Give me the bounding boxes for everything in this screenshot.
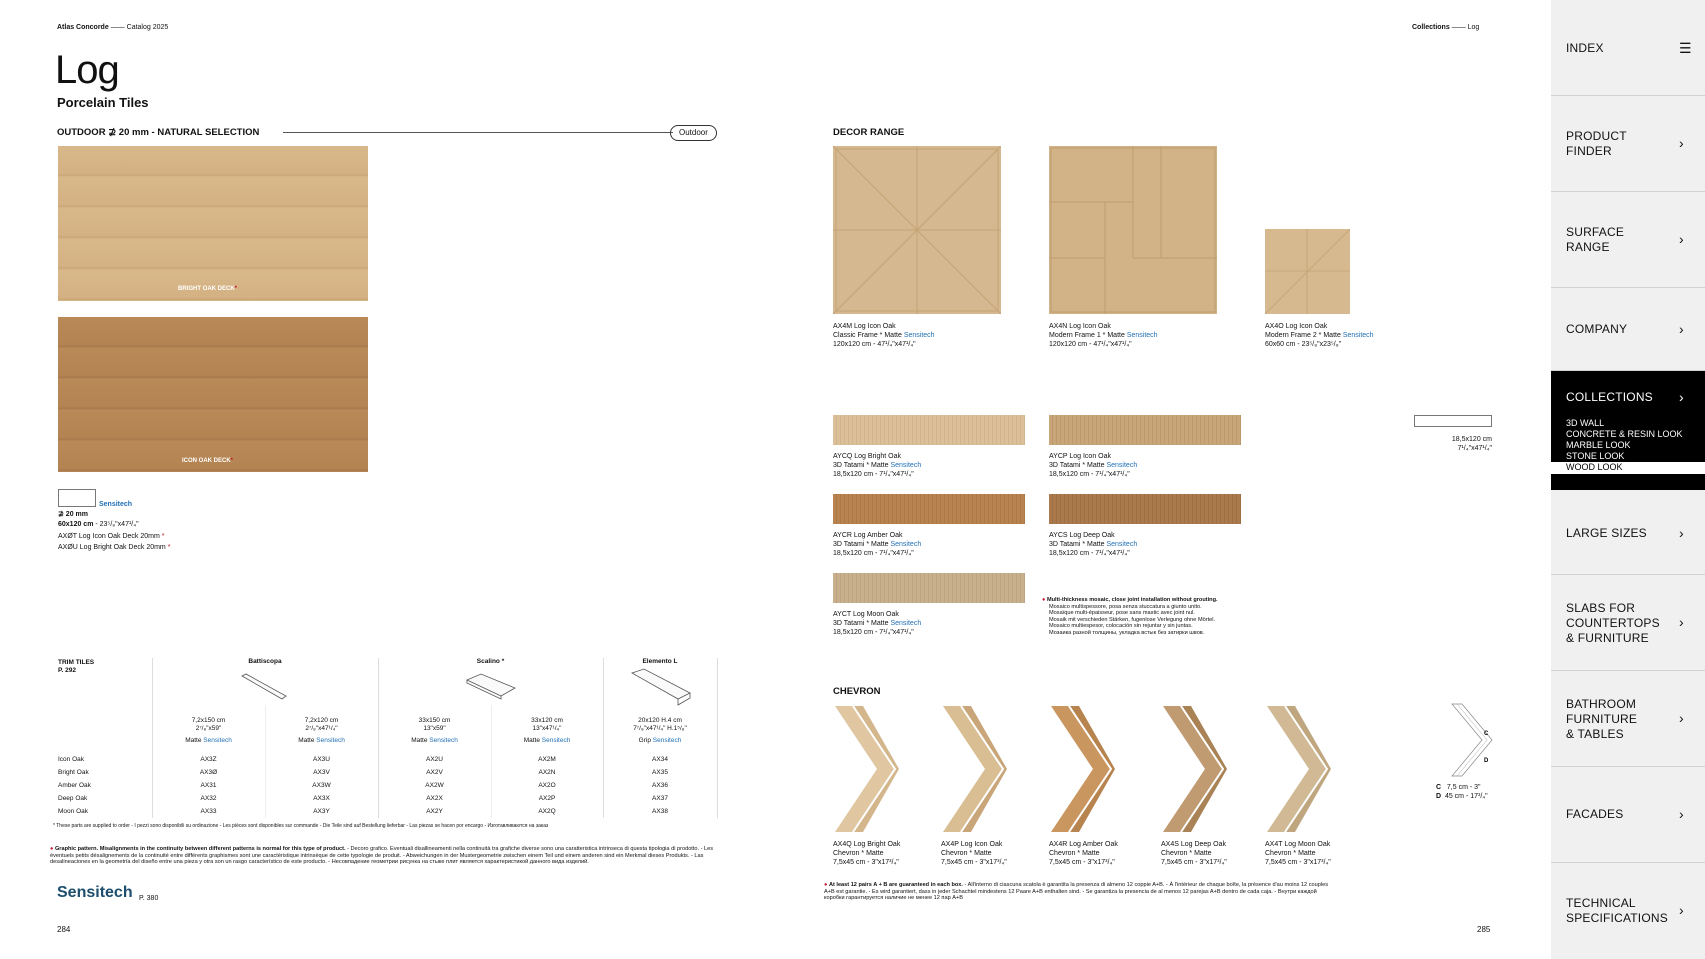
chevron-right-icon: › [1679,614,1684,630]
trim-code: AX2P [538,795,556,802]
header-right: Collections —— Log [1412,24,1480,31]
tatami-moon-oak-image [833,573,1025,603]
section-page: Log [1467,24,1480,31]
mosaic-line: Mosaico multiespesor, colocación sin rejuntar y sin juntas. [1049,623,1193,630]
page-title: Log [55,48,119,92]
section-name: Collections [1412,24,1450,31]
nav-label: COMPANY [1566,322,1628,336]
mosaic-line: Mosaico multispessore, posa senza stuccatura a giunto unito. [1049,603,1202,610]
trim-row-name: Moon Oak [58,808,88,815]
trim-col-size-in: 2⁷/₈"x47¹/₄" [305,725,338,732]
nav-label: INDEX [1566,41,1604,55]
bright-oak-deck-image [58,146,368,301]
trim-code: AX2X [426,795,443,802]
tatami-format-size-in: 7¹/₄"x47¹/₄" [1457,445,1492,452]
modern-frame-2-image [1265,229,1350,314]
scalino-drawing [465,672,517,702]
trim-code: AX3V [313,769,330,776]
trim-code: AX3Y [313,808,330,815]
chevron-right-icon: › [1679,902,1684,918]
nav-label: PRODUCT FINDER [1566,129,1627,158]
nav-technical-specs[interactable] [1551,863,1705,959]
trim-row-name: Amber Oak [58,782,91,789]
outdoor-item-2: AXØU Log Bright Oak Deck 20mm * [58,544,171,551]
elemento-l-drawing [628,667,692,707]
trim-code: AX37 [652,795,668,802]
icon-oak-deck-image [58,317,368,472]
chevron-tile-image [1049,704,1117,834]
trim-col-size-in: 13"x47¹/₄" [532,725,562,732]
tatami-deep-oak-image [1049,494,1241,524]
group-battiscopa: Battiscopa [248,658,282,665]
mosaic-line: Mosaik mit verschieden Stärken, fugenlose Verlegung ohne Mörtel. [1049,616,1216,623]
tile-caption: BRIGHT OAK DECK* [178,286,238,292]
chevron-right-icon: › [1679,321,1684,337]
trim-col-size: 7,2x150 cm [191,717,226,724]
nav-bathroom[interactable] [1551,671,1705,767]
chevron-right-icon: › [1679,806,1684,822]
sensitech-logo: Sensitech [57,884,133,901]
chevron-item-caption: AX4P Log Icon Oak Chevron * Matte 7,5x45 cm - 3"x17³/₄" [941,841,1007,866]
mosaic-line: Mosaïque multi-épaisseur, pose sans mastic avec joint nul. [1049,610,1195,617]
diagram-label-c: C [1484,731,1489,737]
tatami-item-caption: AYCR Log Amber Oak 3D Tatami * Matte Sensitech 18,5x120 cm - 7¹/₄"x47¹/₄" [833,532,922,557]
nav-label: SLABS FOR COUNTERTOPS & FURNITURE [1566,601,1660,645]
mosaic-note: ● Multi-thickness mosaic, close joint installation without grouting. Mosaico multispessore, posa senza stuccatura a giunto unito. Mosaïque multi-épaisseur, pose sans mastic avec joint nul. Mosaik mit verschieden Stärken, fugenlose Verlegung ohne Mörtel. Mosaico multiespesor, colocación sin rejuntar y sin juntas. Мозаика разной толщины, укладка встык без затирки швов. [1042,597,1262,637]
nav-facades[interactable] [1551,767,1705,863]
trim-code: AX2O [538,782,556,789]
trim-col-size-in: 7⁷/₈"x47¹/₄" H.1⁵/₈" [633,725,687,732]
trim-code: AX2M [538,756,556,763]
nav-label: LARGE SIZES [1566,526,1647,540]
chevron-tile-image [1265,704,1333,834]
sidebar-nav [1551,0,1705,959]
diagram-label-d: D [1484,758,1489,764]
trim-note: * These parts are supplied to order - I pezzi sono disponibili su ordinazione - Les pièces sont disponibles sur commande - Die Teile sind auf Bestellung lieferbar - Las piezas se hacen por encargo - Изготавливаются на заказ [53,823,549,829]
trim-col-size-in: 2⁷/₈"x59" [195,725,222,732]
thickness-label: ⊉ 20 mm [58,511,88,518]
trim-col-finish: Matte Sensitech [298,737,345,744]
trim-code: AX36 [652,782,668,789]
brand-name: Atlas Concorde [57,24,109,31]
trim-col-finish: Matte Sensitech [185,737,232,744]
nav-label: TECHNICAL SPECIFICATIONS [1566,896,1668,925]
outdoor-item-1: AXØT Log Icon Oak Deck 20mm * [58,533,165,540]
sub-wood-look[interactable]: WOOD LOOK [1566,462,1623,472]
trim-code: AX3U [313,756,330,763]
chevron-right-icon: › [1679,710,1684,726]
mosaic-line: Мозаика разной толщины, укладка встык без затирки швов. [1049,629,1205,636]
chevron-item-caption: AX4S Log Deep Oak Chevron * Matte 7,5x45 cm - 3"x17³/₄" [1161,841,1227,866]
sensitech-page-ref: P. 380 [139,895,159,902]
sensitech-label: Sensitech [99,501,133,508]
trim-col-size: 7,2x120 cm [304,717,339,724]
trim-label: TRIM TILES [58,659,95,666]
trim-code: AX2W [425,782,444,789]
chevron-item-caption: AX4Q Log Bright Oak Chevron * Matte 7,5x45 cm - 3"x17³/₄" [833,841,901,866]
battiscopa-drawing [240,672,288,702]
trim-code: AX38 [652,808,668,815]
decor-item-caption: AX4M Log Icon Oak Classic Frame * Matte Sensitech 120x120 cm - 47¹/₄"x47¹/₄" [833,323,935,348]
nav-company[interactable] [1551,288,1705,371]
trim-code: AX2Q [538,808,556,815]
tatami-item-caption: AYCP Log Icon Oak 3D Tatami * Matte Sensitech 18,5x120 cm - 7¹/₄"x47¹/₄" [1049,453,1138,478]
outdoor-heading: OUTDOOR ⊉ 20 mm - NATURAL SELECTION [57,127,260,138]
trim-row-name: Bright Oak [58,769,89,776]
tatami-item-caption: AYCT Log Moon Oak 3D Tatami * Matte Sensitech 18,5x120 cm - 7¹/₄"x47¹/₄" [833,611,922,636]
decor-heading: DECOR RANGE [833,127,905,138]
nav-label: COLLECTIONS [1566,390,1653,404]
trim-code: AX3W [312,782,331,789]
tatami-item-caption: AYCQ Log Bright Oak 3D Tatami * Matte Sensitech 18,5x120 cm - 7¹/₄"x47¹/₄" [833,453,922,478]
modern-frame-1-image [1049,146,1217,314]
nav-slabs[interactable] [1551,575,1705,671]
trim-code: AX2U [426,756,443,763]
chevron-dim-c: C 7,5 cm - 3" [1436,784,1481,791]
tatami-format-size: 18,5x120 cm [1451,436,1492,443]
page-number-right: 285 [1477,925,1491,934]
trim-col-size: 20x120 H.4 cm [638,717,682,724]
sub-marble-look[interactable]: MARBLE LOOK [1566,440,1631,450]
heading-rule [283,132,673,133]
trim-code: AX3X [313,795,330,802]
chevron-right-icon: › [1679,231,1684,247]
trim-code: AX34 [652,756,668,763]
chevron-tile-image [941,704,1009,834]
nav-collections[interactable] [1551,371,1705,490]
nav-label: SURFACE RANGE [1566,225,1625,254]
tatami-format-outline [1414,415,1492,427]
trim-col-size-in: 13"x59" [423,725,446,732]
trim-code: AX31 [200,782,217,789]
graphic-pattern-note: ● Graphic pattern. Misalignments in the continuity between different patterns is normal for this type of product. - Decoro grafico. Eventuali disallineamenti nella continuità tra grafiche diverse sono una caratteristica intrinseca di questa tipologia di prodotto. - Les éventuels petits désalignements de la continuité entre différents graphismes sont une caractéristique intrinsèque de cette typologie de produit. - Abweichungen in der Mustergeometrie zwischen einem Teil und einem anderen sind ein Merkmal dieses Produkts. - Las desalineaciones en la geometría del diseño entre una pieza y otra son un rasgo característico de este producto. - Несовпадение геометрии рисунка на стыке плит является характеристикой данного вида изделий. [50,846,714,866]
classic-frame-image [833,146,1001,314]
trim-col-size: 33x120 cm [531,717,563,724]
trim-code: AX3Ø [199,769,218,776]
outdoor-pill[interactable]: Outdoor [670,125,717,141]
chevron-item-caption: AX4R Log Amber Oak Chevron * Matte 7,5x45 cm - 3"x17³/₄" [1049,841,1118,866]
trim-code: AX2V [426,769,443,776]
decor-item-caption: AX4N Log Icon Oak Modern Frame 1 * Matte Sensitech 120x120 cm - 47¹/₄"x47¹/₄" [1049,323,1158,348]
trim-page-ref: P. 292 [58,667,76,674]
group-elemento-l: Elemento L [642,658,678,665]
outdoor-size: 60x120 cm - 23⁵/₈"x47¹/₄" [58,521,139,528]
chevron-dim-d: D 45 cm - 17³/₄" [1436,793,1488,800]
chevron-right-icon: › [1679,525,1684,541]
format-outline [58,489,96,507]
chevron-tile-image [1161,704,1229,834]
tatami-item-caption: AYCS Log Deep Oak 3D Tatami * Matte Sensitech 18,5x120 cm - 7¹/₄"x47¹/₄" [1049,532,1138,557]
trim-code: AX35 [652,769,668,776]
sub-3d-wall[interactable]: 3D WALL [1566,418,1605,428]
nav-large-sizes[interactable] [1551,490,1705,575]
page-subtitle: Porcelain Tiles [57,95,149,110]
tatami-bright-oak-image [833,415,1025,445]
tile-caption: ICON OAK DECK* [182,458,234,464]
trim-row-name: Icon Oak [58,756,85,763]
sub-concrete-resin-look[interactable]: CONCRETE & RESIN LOOK [1566,429,1683,439]
group-scalino: Scalino * [476,658,505,665]
trim-code: AX32 [200,795,217,802]
trim-code: AX3Z [200,756,217,763]
trim-code: AX2N [538,769,556,776]
trim-code: AX33 [200,808,217,815]
chevron-diagram [1448,700,1498,780]
trim-code: AX2Y [426,808,443,815]
trim-col-finish: Matte Sensitech [523,737,571,744]
menu-icon: ☰ [1679,40,1692,56]
nav-index[interactable] [1551,0,1705,96]
chevron-right-icon: › [1679,389,1684,405]
tatami-amber-oak-image [833,494,1025,524]
catalog-name: Catalog 2025 [126,24,169,31]
chevron-item-caption: AX4T Log Moon Oak Chevron * Matte 7,5x45 cm - 3"x17³/₄" [1265,841,1331,866]
nav-label: BATHROOM FURNITURE & TABLES [1566,697,1638,741]
header-dash: —— [110,24,125,31]
chevron-pairs-note: ● At least 12 pairs A + B are guaranteed in each box. - All'interno di ciascuna scatola è garantita la presenza di almeno 12 coppie A+B. - À l'intérieur de chaque boîte, la présence d'au moins 12 couples A+B est garantie. - Es wird garantiert, dass in jeder Schachtel mindestens 12 Paare A+B enthalten sind. - Se garantiza la presencia de al menos 12 parejas A+B dentro de cada caja. - Внутри каждой коробки гарантируется наличие не менее 12 пар А+В [824,882,1328,902]
page-number-left: 284 [57,925,71,934]
chevron-right-icon: › [1679,135,1684,151]
trim-col-size: 33x150 cm [418,717,451,724]
chevron-heading: CHEVRON [833,686,881,697]
nav-product-finder[interactable] [1551,96,1705,192]
header-left [57,23,168,32]
tatami-icon-oak-image [1049,415,1241,445]
nav-label: FACADES [1566,807,1624,821]
trim-row-name: Deep Oak [58,795,88,802]
trim-col-finish: Grip Sensitech [638,737,682,744]
sub-stone-look[interactable]: STONE LOOK [1566,451,1625,461]
trim-col-finish: Matte Sensitech [411,737,458,744]
nav-surface-range[interactable] [1551,192,1705,288]
decor-item-caption: AX4O Log Icon Oak Modern Frame 2 * Matte Sensitech 60x60 cm - 23⁵/₈"x23⁵/₈" [1265,323,1374,348]
chevron-tile-image [833,704,901,834]
